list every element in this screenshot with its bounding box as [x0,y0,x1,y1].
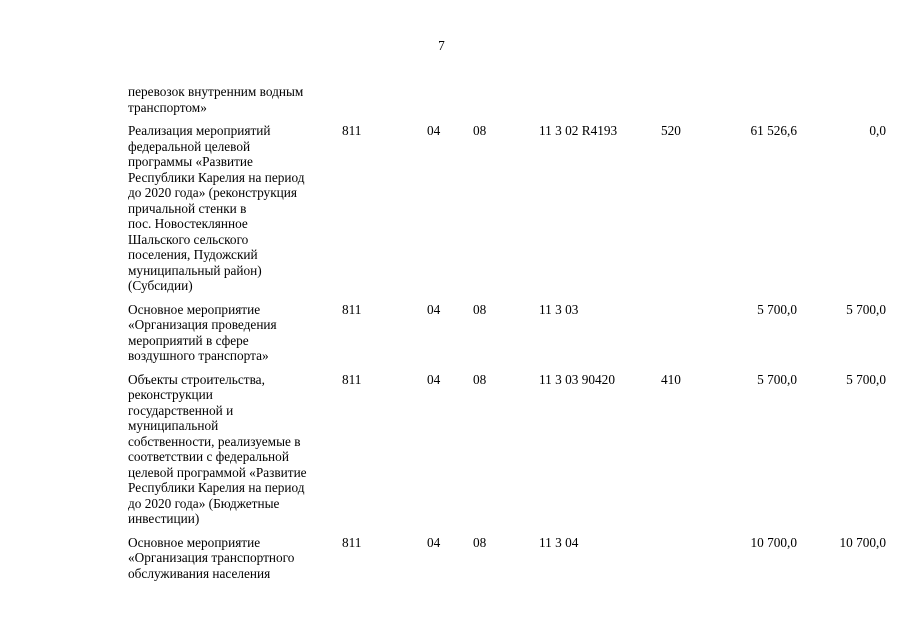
subsection-code: 08 [473,534,487,550]
table-row [128,372,888,527]
page-number: 7 [438,38,445,53]
target-article-code: 11 3 04 [539,534,579,550]
row-description: Основное мероприятие «Организация транспортного обслуживания населения [128,534,295,581]
table-row [128,535,888,582]
subsection-code: 08 [473,371,487,387]
target-article-code: 11 3 02 R4193 [539,123,618,138]
amount-year-1: 61 526,6 [750,123,797,138]
amount-year-2: 5 700,0 [846,371,886,387]
budget-table [128,84,888,581]
section-code: 04 [427,371,441,387]
expense-type-code: 520 [661,123,681,138]
section-code: 04 [427,123,441,138]
expense-type-code: 410 [661,371,681,387]
amount-year-2: 5 700,0 [846,301,886,317]
subsection-code: 08 [473,123,487,138]
row-description: Объекты строительства, реконструкции государственной и муниципальной собственности, реализуемые в соответствии с федеральной целевой программой «Развитие Республики Карелия на период до 2020 года» (Бюджетные инвестиции) [128,371,307,526]
amount-year-1: 5 700,0 [757,371,797,387]
table-row [128,123,888,294]
dept-code: 811 [342,534,362,550]
table-row [128,84,888,115]
row-description: Реализация мероприятий федеральной целевой программы «Развитие Республики Карелия на период до 2020 года» (реконструкция причальной стенки в пос. Новостеклянное Шальского сельского поселения, Пудожский муниципальный район) (Субсидии) [128,123,305,293]
amount-year-2: 0,0 [869,123,886,138]
target-article-code: 11 3 03 [539,301,579,317]
target-article-code: 11 3 03 90420 [539,371,615,387]
section-code: 04 [427,534,441,550]
dept-code: 811 [342,371,362,387]
row-description: перевозок внутренним водным транспортом» [128,84,304,115]
section-code: 04 [427,301,441,317]
row-description: Основное мероприятие «Организация проведения мероприятий в сфере воздушного транспорта» [128,301,277,363]
amount-year-2: 10 700,0 [839,534,886,550]
dept-code: 811 [342,301,362,317]
amount-year-1: 10 700,0 [750,534,797,550]
subsection-code: 08 [473,301,487,317]
table-row [128,302,888,364]
amount-year-1: 5 700,0 [757,301,797,317]
dept-code: 811 [342,123,362,138]
